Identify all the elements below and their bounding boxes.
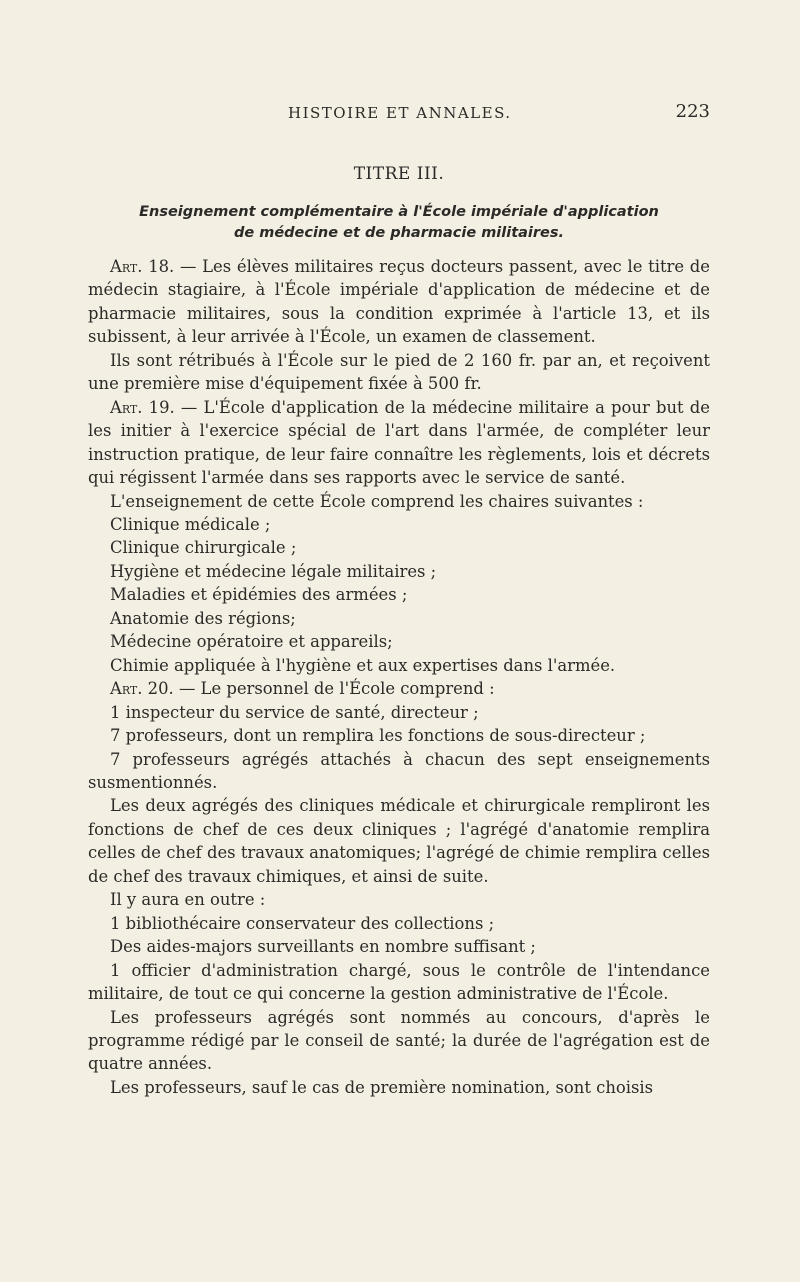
list-item: 7 professeurs agrégés attachés à chacun des sept enseignements susmentionnés. — [88, 749, 710, 792]
section-title: TITRE III. — [353, 164, 445, 184]
paragraph: L'enseignement de cette École comprend les chaires suivantes : — [110, 491, 644, 511]
subtitle-line: Enseignement complémentaire à l'École impériale d'application — [139, 204, 659, 220]
body-text — [88, 255, 710, 1099]
article-label: Art. 19. — [110, 397, 175, 417]
list-item: 1 inspecteur du service de santé, directeur ; — [110, 702, 479, 722]
list-item: 1 bibliothécaire conservateur des collections ; — [110, 913, 495, 933]
article-19 — [88, 396, 710, 490]
running-title: HISTOIRE ET ANNALES. — [288, 104, 512, 122]
list-item: 7 professeurs, dont un remplira les fonctions de sous-directeur ; — [110, 726, 646, 746]
page-number: 223 — [675, 101, 710, 122]
article-20 — [88, 677, 710, 700]
paragraph-text: — Le personnel de l'École comprend : — [173, 679, 495, 699]
paragraph-text: — Les élèves militaires reçus docteurs passent, avec le titre de médecin stagiaire, à l'École impériale d'application de médecine et de pharmacie militaires, sous la condition exprimée à l'article 13, et ils subissent, à leur arrivée à l'École, un examen de classement. — [88, 257, 710, 347]
list-item: Des aides-majors surveillants en nombre suffisant ; — [110, 937, 536, 957]
paragraph-text: — L'École d'application de la médecine militaire a pour but de les initier à l'exercice spécial de l'art dans l'armée, de compléter leur instruction pratique, de leur faire connaître les règlements, lois et décrets qui régissent l'armée dans ses rapports avec le service de santé. — [88, 397, 710, 488]
paragraph: Ils sont rétribués à l'École sur le pied de 2 160 fr. par an, et reçoivent une première mise d'équipement fixée à 500 fr. — [88, 350, 710, 394]
paragraph: Les professeurs agrégés sont nommés au concours, d'après le programme rédigé par le conseil de santé; la durée de l'agrégation est de quatre années. — [88, 1007, 710, 1074]
list-item: 1 officier d'administration chargé, sous le contrôle de l'intendance militaire, de tout ce qui concerne la gestion administrative de l'École. — [88, 960, 710, 1004]
paragraph: Les professeurs, sauf le cas de première nomination, sont choisis — [110, 1077, 654, 1097]
list-item: Médecine opératoire et appareils; — [110, 632, 393, 652]
list-item: Anatomie des régions; — [110, 608, 296, 628]
subtitle-line: de médecine et de pharmacie militaires. — [233, 225, 565, 241]
article-label: Art. 20. — [110, 679, 174, 699]
article-18 — [88, 255, 710, 349]
list-item: Hygiène et médecine légale militaires ; — [110, 561, 437, 581]
list-item: Maladies et épidémies des armées ; — [110, 585, 408, 605]
paragraph: Il y aura en outre : — [110, 890, 266, 910]
paragraph: Les deux agrégés des cliniques médicale et chirurgicale rempliront les fonctions de chef de ces deux cliniques ; l'agrégé d'anatomie remplira celles de chef des travaux anatomiques; l'agrégé de chimie remplira celles de chef des travaux chimiques, et ainsi de suite. — [88, 796, 710, 886]
section-subtitle — [88, 202, 710, 244]
list-item: Clinique médicale ; — [110, 514, 271, 534]
list-item: Chimie appliquée à l'hygiène et aux expertises dans l'armée. — [110, 655, 616, 675]
article-label: Art. 18. — [110, 257, 175, 276]
list-item: Clinique chirurgicale ; — [110, 538, 297, 558]
